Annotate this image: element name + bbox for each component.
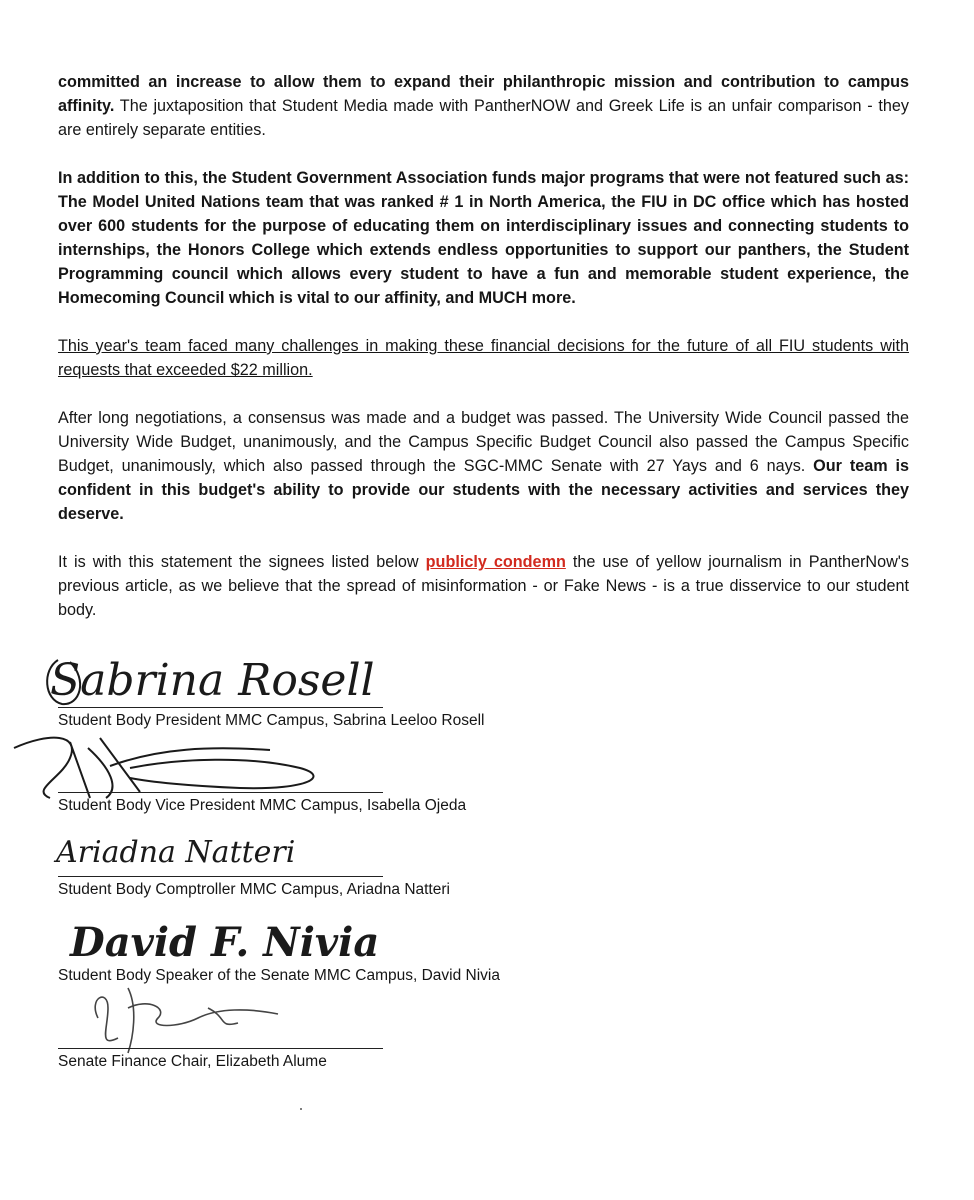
paragraph-statement: It is with this statement the signees listed below publicly condemn the use of yellow journalism in PantherNow's previous article, as we believe that the spread of misinformation - or Fake News - is a true disservice to our student body.: [58, 553, 909, 619]
signature-ariadna-natteri: [46, 814, 306, 884]
signature-block-finance-chair: [58, 978, 478, 1068]
paragraph-challenges: This year's team faced many challenges in making these financial decisions for the future of all FIU students with requests that exceeded $22 million.: [58, 337, 909, 379]
signature-sabrina-rosell: [40, 640, 375, 720]
stray-mark: [300, 1108, 302, 1110]
signature-block-vice-president: [58, 728, 478, 818]
signature-block-president: [50, 640, 485, 730]
signature-line: [58, 1048, 383, 1049]
highlight-publicly-condemn: publicly condemn: [425, 553, 566, 571]
paragraph-negotiations: After long negotiations, a consensus was made and a budget was passed. The University Wide Council passed the University Wide Budget, unanimously, and the Campus Specific Budget Council also passed the Campus Specific Budget, unanimously, which also passed through the SGC-MMC Senate with 27 Yays and 6 nays. Our team is confident in this budget's ability to provide our students with the necessary activities and services they deserve.: [58, 409, 909, 523]
signature-caption: Student Body Comptroller MMC Campus, Ariadna Natteri: [58, 881, 450, 898]
svg-text:David F. Nivia: David F. Nivia: [70, 919, 380, 966]
signature-elizabeth-alume: [88, 978, 348, 1058]
svg-text:Ariadna Natteri: Ariadna Natteri: [56, 835, 296, 870]
signature-line: [58, 792, 383, 793]
signature-caption: Student Body President MMC Campus, Sabrina Leeloo Rosell: [58, 712, 485, 729]
signature-caption: Student Body Speaker of the Senate MMC Campus, David Nivia: [58, 967, 500, 984]
signature-caption: Senate Finance Chair, Elizabeth Alume: [58, 1053, 327, 1070]
signature-line: [58, 876, 383, 877]
signature-caption: Student Body Vice President MMC Campus, Isabella Ojeda: [58, 797, 467, 814]
letter-body: [58, 70, 909, 646]
signature-block-comptroller: [58, 814, 478, 904]
svg-text:Sabrina Rosell: Sabrina Rosell: [50, 655, 375, 706]
signature-line: [58, 707, 383, 708]
paragraph-major-programs: In addition to this, the Student Government Association funds major programs that were not featured such as: The Model United Nations team that was ranked # 1 in North America, the FIU in DC office which has hosted over 600 students for the purpose of educating them on interdisciplinary issues and connecting students to internships, the Honors College which extends endless opportunities to support our panthers, the Student Programming council which allows every student to have a fun and memorable student experience, the Homecoming Council which is vital to our affinity, and MUCH more.: [58, 169, 909, 307]
paragraph-greek-life: committed an increase to allow them to expand their philanthropic mission and contribution to campus affinity. The juxtaposition that Student Media made with PantherNOW and Greek Life is an unfair comparison - they are entirely separate entities.: [58, 73, 909, 139]
